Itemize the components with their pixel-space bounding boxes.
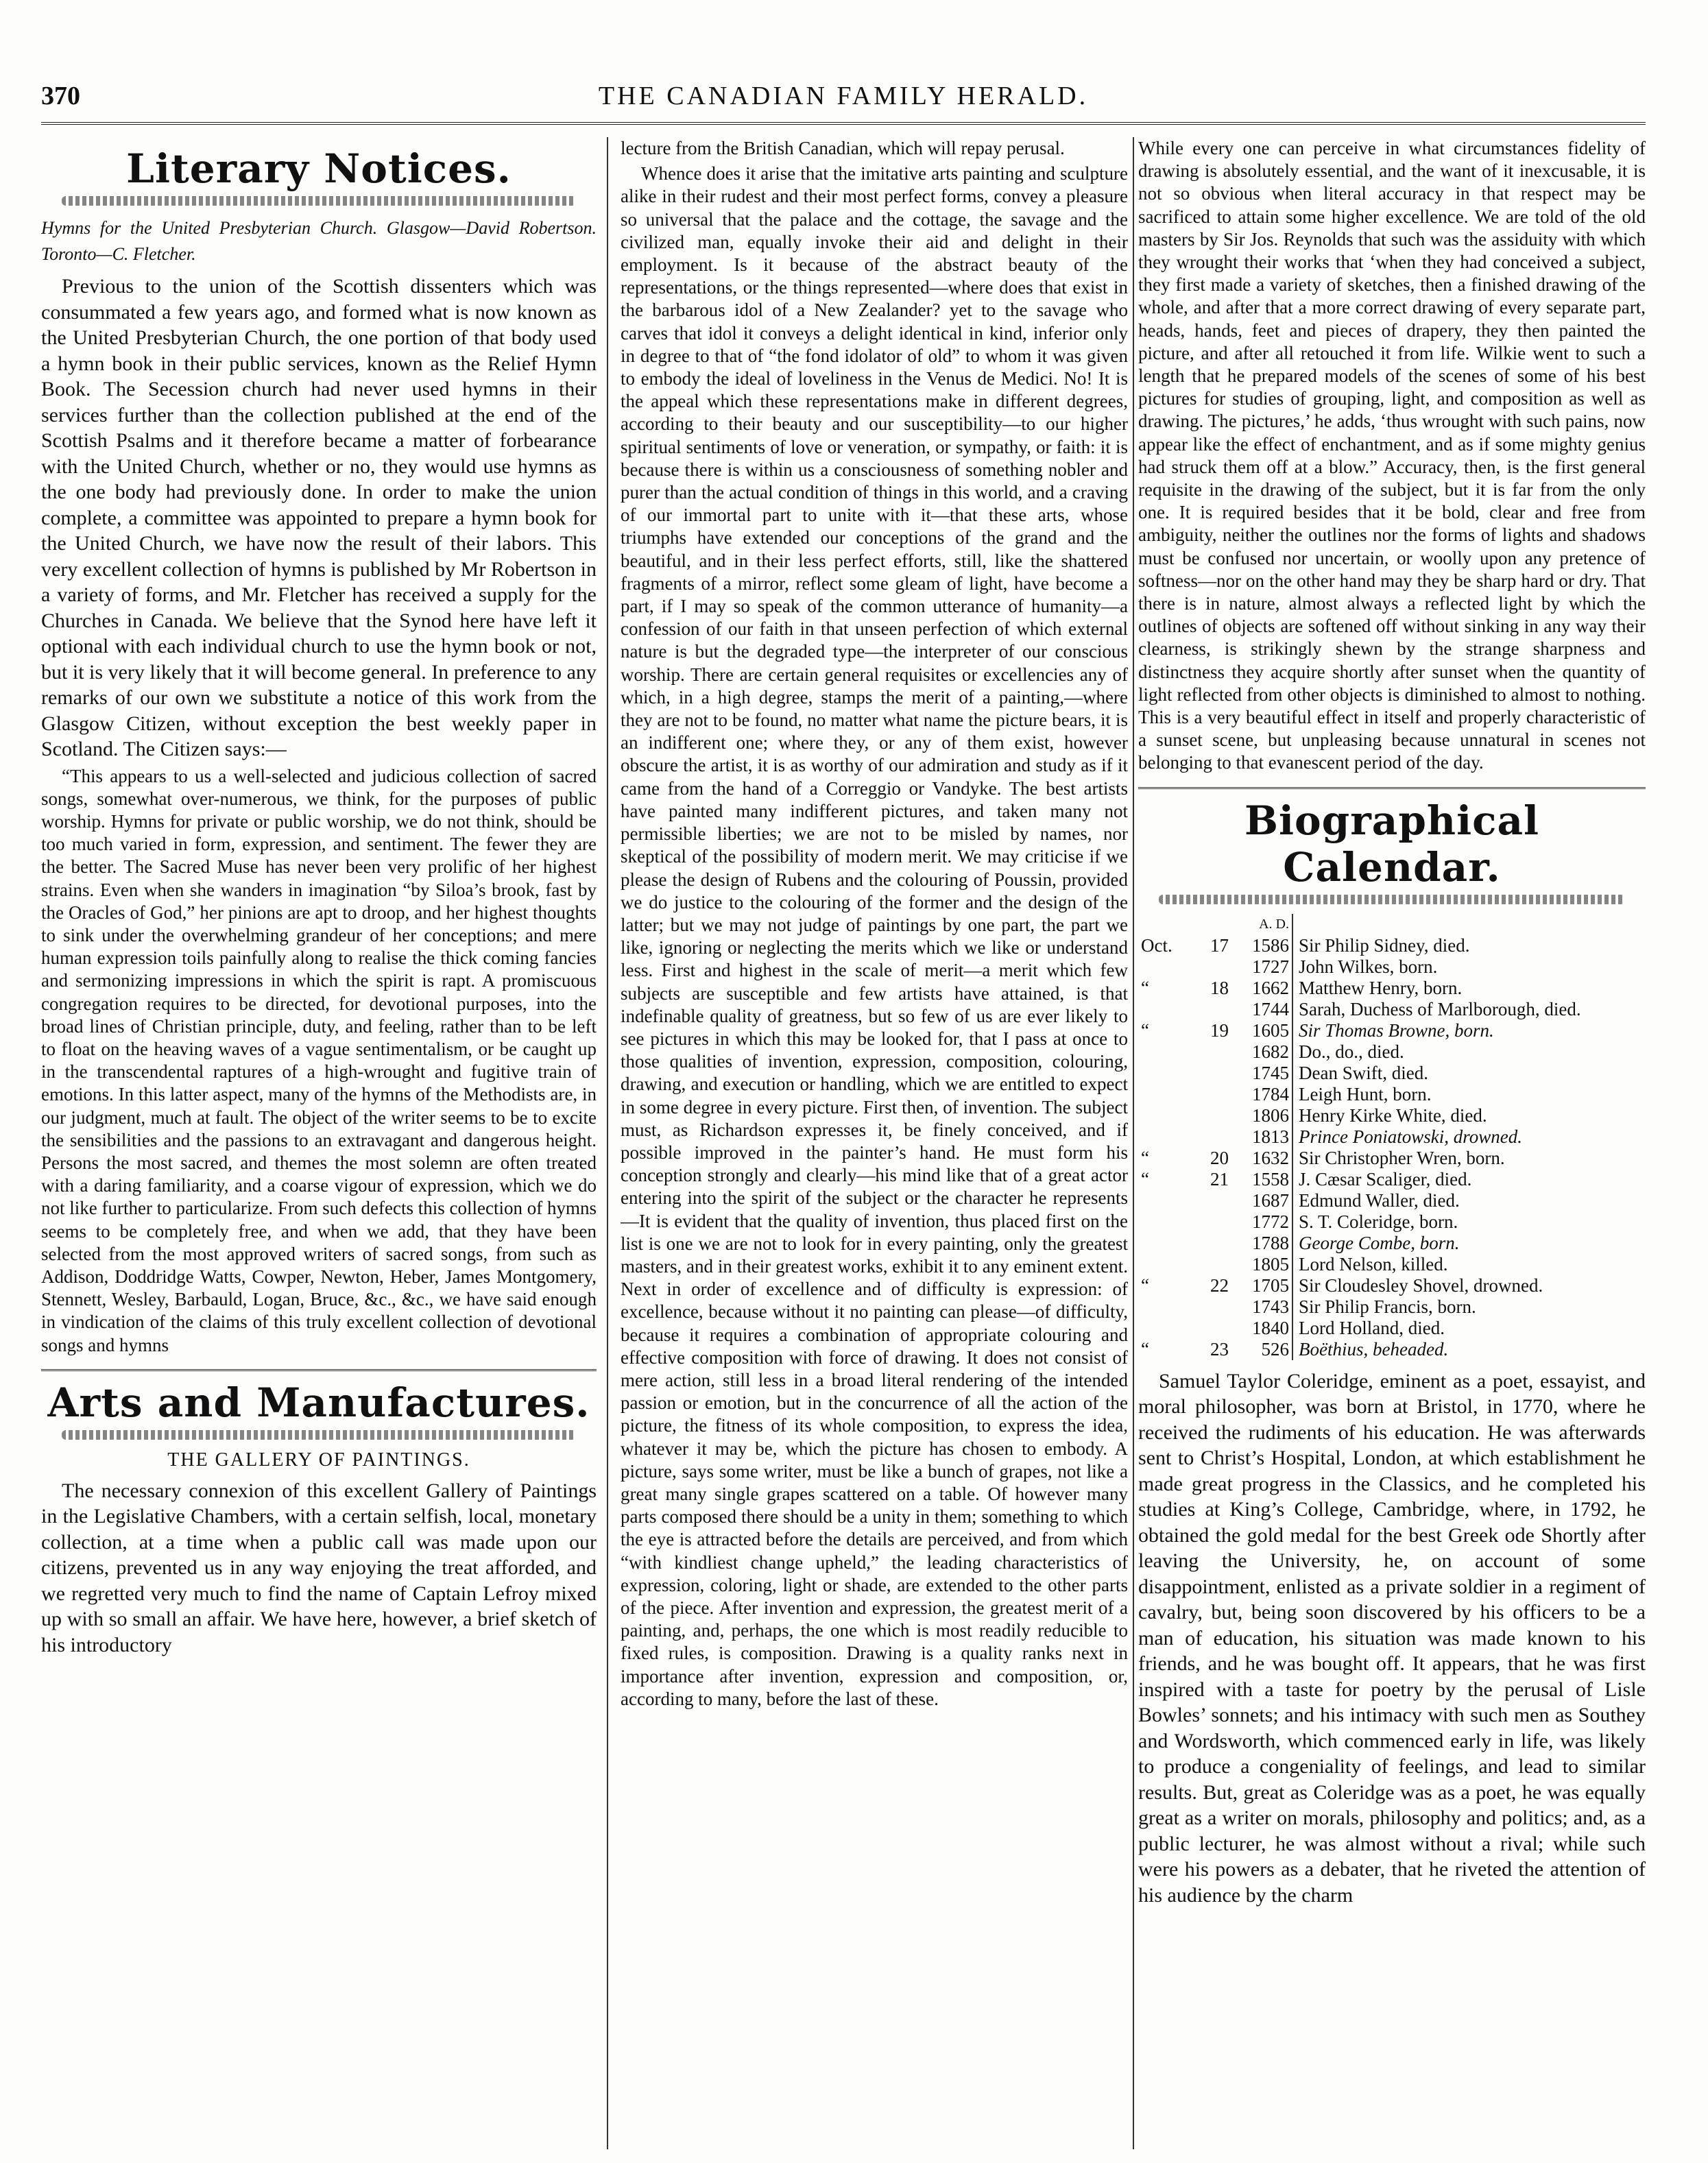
calendar-month bbox=[1138, 1254, 1192, 1275]
calendar-row bbox=[1138, 1126, 1646, 1148]
calendar-row bbox=[1138, 1169, 1646, 1190]
calendar-year: 1805 bbox=[1231, 1254, 1292, 1275]
citizen-quote: “This appears to us a well-selected and judicious collection of sacred songs, somewhat over-numerous, we think, for the purposes of public worship. Hymns for private or public worship, we do not think, should be too much varied in form, expression, and sentiment. The fewer they are the better. The Sacred Muse has never been very prolific of her highest strains. Even when she wanders in imagination “by Siloa’s brook, fast by the Oracles of God,” her pinions are apt to droop, and her highest thoughts to sink under the overwhelming grandeur of her conceptions; and mere human expression toils painfully along to realise the thick coming fancies and sermonizing impressions in which the spirit is rapt. A promiscuous congregation requires to be directed, for devotional purposes, into the broad lines of Christian principle, duty, and feeling, rather than to be left to float on the heaving waves of a vague sentimentalism, or be caught up in the transcendental raptures of a high-wrought and fugitive train of emotions. In this latter aspect, many of the hymns of the Methodists are, in our judgment, much at fault. The object of the writer seems to be to excite the sensibilities and the passions to an extravagant and dangerous height. Persons the most sacred, and themes the most solemn are often treated with a daring familiarity, and a coarse vigour of expression, which we do not like further to particularize. From such defects this collection of hymns seems to be completely free, and when we add, that they have been selected from the most approved writers of sacred songs, from such as Addison, Doddridge Watts, Cowper, Newton, Heber, James Montgomery, Stennett, Wesley, Barbauld, Logan, Bruce, &c., &c., we have said enough in vindication of the claims of this truly excellent collection of devotional songs and hymns bbox=[41, 765, 597, 1355]
calendar-event: J. Cæsar Scaliger, died. bbox=[1299, 1168, 1472, 1189]
calendar-year: 1806 bbox=[1231, 1105, 1292, 1126]
masthead-rule bbox=[41, 122, 1646, 125]
calendar-row bbox=[1138, 978, 1646, 999]
calendar-year: 1743 bbox=[1231, 1296, 1292, 1318]
calendar-year: 1586 bbox=[1231, 935, 1292, 956]
section-separator bbox=[1138, 787, 1646, 789]
calendar-row bbox=[1138, 1296, 1646, 1318]
calendar-day bbox=[1192, 1126, 1231, 1148]
coleridge-biography: Samuel Taylor Coleridge, eminent as a poet, essayist, and moral philosopher, was born at Bristol, in 1770, where he received the rudiments of his education. He was afterwards sent to Christ’s Hospital, London, at which establishment he made great progress in the Classics, and he completed his studies at King’s College, Cambridge, where, in 1792, he obtained the gold medal for the best Greek ode Shortly after leaving the University, he, on account of some disappointment, enlisted as a private soldier in a regiment of cavalry, but, being soon discovered by his officers to be a man of education, his situation was made known to his friends, and he was bought off. It appears, that he was first inspired with a taste for poetry by the perusal of Lisle Bowles’ sonnets; and his intimacy with such men as Southey and Wordsworth, which commenced early in life, was likely to produce a congeniality of feelings, and lead to similar results. But, great as Coleridge was as a poet, he was equally great as a writer on morals, philosophy and politics; and, as a public lecturer, he was almost without a rival; while such were his powers as a debater, that he riveted the attention of his audience by the charm bbox=[1138, 1369, 1646, 1907]
calendar-month bbox=[1138, 1041, 1192, 1063]
calendar-year: 1744 bbox=[1231, 999, 1292, 1020]
calendar-day bbox=[1192, 1318, 1231, 1339]
calendar-month bbox=[1138, 1211, 1192, 1233]
calendar-day bbox=[1192, 1105, 1231, 1126]
calendar-year: 1605 bbox=[1231, 1020, 1292, 1041]
calendar-day: 17 bbox=[1210, 934, 1229, 956]
ornament-rule bbox=[62, 196, 576, 206]
column-2 bbox=[621, 137, 1128, 2149]
masthead bbox=[41, 81, 1646, 115]
calendar-row bbox=[1138, 1254, 1646, 1275]
calendar-event: George Combe, born. bbox=[1299, 1232, 1460, 1253]
calendar-month: “ bbox=[1141, 1168, 1149, 1189]
calendar-day bbox=[1192, 1233, 1231, 1254]
calendar-year: 1687 bbox=[1231, 1190, 1292, 1211]
calendar-day: 19 bbox=[1210, 1019, 1229, 1041]
calendar-event: S. T. Coleridge, born. bbox=[1299, 1211, 1458, 1232]
calendar-month bbox=[1138, 1318, 1192, 1339]
calendar-day: 23 bbox=[1210, 1338, 1229, 1360]
calendar-event: Sir Cloudesley Shovel, drowned. bbox=[1299, 1274, 1543, 1296]
gallery-paragraph: The necessary connexion of this excellent Gallery of Paintings in the Legislative Chambers, with a certain selfish, local, monetary collection, at a time when a public call was made upon our citizens, prevented us in any way enjoying the treat afforded, and we regretted very much to find the name of Captain Lefroy mixed up with so small an affair. We have here, however, a brief sketch of his introductory bbox=[41, 1479, 597, 1656]
calendar-row bbox=[1138, 1063, 1646, 1084]
column-divider bbox=[1133, 137, 1134, 2149]
calendar-month: “ bbox=[1141, 1147, 1149, 1168]
calendar-month: “ bbox=[1141, 1338, 1149, 1360]
calendar-day bbox=[1192, 1211, 1231, 1233]
calendar-header-row bbox=[1138, 914, 1646, 935]
column-3 bbox=[1138, 137, 1646, 2149]
calendar-day: 20 bbox=[1210, 1147, 1229, 1168]
calendar-month bbox=[1138, 1084, 1192, 1105]
calendar-row bbox=[1138, 1020, 1646, 1041]
calendar-event: Henry Kirke White, died. bbox=[1299, 1104, 1487, 1126]
gallery-article-title: THE GALLERY OF PAINTINGS. bbox=[167, 1449, 470, 1471]
calendar-event: Lord Nelson, killed. bbox=[1299, 1253, 1448, 1274]
calendar-month: Oct. bbox=[1141, 934, 1172, 956]
calendar-year: 1784 bbox=[1231, 1084, 1292, 1105]
calendar-year: 1558 bbox=[1231, 1169, 1292, 1190]
calendar-day bbox=[1192, 1041, 1231, 1063]
calendar-row bbox=[1138, 1084, 1646, 1105]
calendar-year: 1813 bbox=[1231, 1126, 1292, 1148]
calendar-month bbox=[1138, 1126, 1192, 1148]
calendar-event: Leigh Hunt, born. bbox=[1299, 1083, 1432, 1104]
calendar-event: Dean Swift, died. bbox=[1299, 1062, 1428, 1083]
calendar-row bbox=[1138, 1211, 1646, 1233]
literary-notices-heading: Literary Notices. bbox=[126, 145, 512, 192]
calendar-month: “ bbox=[1141, 977, 1149, 998]
calendar-event: John Wilkes, born. bbox=[1299, 956, 1438, 977]
era-label: A. D. bbox=[1231, 914, 1292, 935]
calendar-month: “ bbox=[1141, 1274, 1149, 1296]
calendar-day: 18 bbox=[1210, 977, 1229, 998]
calendar-year: 1682 bbox=[1231, 1041, 1292, 1063]
calendar-month bbox=[1138, 1063, 1192, 1084]
calendar-row bbox=[1138, 1233, 1646, 1254]
calendar-table bbox=[1138, 914, 1646, 1360]
calendar-event: Matthew Henry, born. bbox=[1299, 977, 1463, 998]
calendar-row bbox=[1138, 1275, 1646, 1296]
calendar-day bbox=[1192, 1084, 1231, 1105]
calendar-event: Sarah, Duchess of Marlborough, died. bbox=[1299, 998, 1581, 1019]
calendar-event: Lord Holland, died. bbox=[1299, 1317, 1445, 1338]
calendar-row bbox=[1138, 1105, 1646, 1126]
hymn-book-byline: Hymns for the United Presbyterian Church. Glasgow—David Robertson. Toronto—C. Fletcher. bbox=[41, 218, 597, 264]
ornament-rule bbox=[1159, 895, 1625, 904]
calendar-day bbox=[1192, 1190, 1231, 1211]
calendar-year: 1727 bbox=[1231, 956, 1292, 978]
calendar-row bbox=[1138, 956, 1646, 978]
calendar-event: Prince Poniatowski, drowned. bbox=[1299, 1126, 1522, 1147]
calendar-event: Sir Philip Francis, born. bbox=[1299, 1296, 1476, 1317]
calendar-year: 526 bbox=[1231, 1339, 1292, 1360]
gallery-drawing-paragraph: While every one can perceive in what circumstances fidelity of drawing is absolutely essential, and the want of it inexcusable, it is not so obvious when literal accuracy in that respect may be sacrificed to attain some higher excellence. We are told of the old masters by Sir Jos. Reynolds that such was the assiduity with which they wrought their works that ‘when they had conceived a subject, they first made a variety of sketches, then a finished drawing of the whole, and after that a more correct drawing of every separate part, heads, hands, feet and pieces of drapery, they then painted the picture, and after all retouched it from life. Wilkie went to such a length that he prepared models of the scenes of some of his best pictures for studies of grouping, light, and composition as well as drawing. The pictures,’ he adds, ‘thus wrought with such pains, now appear like the effect of enchantment, and as if some mighty genius had struck them off at a blow.” Accuracy, then, is the first general requisite in the drawing of the subject, but it is far from the only one. It is required besides that it be bold, clear and free from ambiguity, neither the outlines nor the forms of lights and shadows must be confused nor uncertain, or woolly upon any pretence of softness—nor on the other hand may they be sharp hard or dry. That there is in nature, almost always a reflected light by which the outlines of objects are softened off without sinking in any way their clearness, is strikingly shewn by the strange sharpness and distinctness they acquire shortly after sunset when the quantity of light reflected from other objects is diminished to almost to nothing. This is a very beautiful effect in itself and properly characteristic of a sunset scene, but unpleasing because unnatural in scenes not belonging to that evanescent period of the day. bbox=[1138, 138, 1646, 773]
column-divider bbox=[607, 137, 608, 2149]
gallery-paragraph-cont: lecture from the British Canadian, which will repay perusal. bbox=[621, 138, 1065, 158]
calendar-month bbox=[1138, 1190, 1192, 1211]
calendar-month bbox=[1138, 1233, 1192, 1254]
calendar-row bbox=[1138, 1190, 1646, 1211]
ornament-rule bbox=[62, 1430, 576, 1440]
calendar-event: Sir Philip Sidney, died. bbox=[1299, 934, 1470, 956]
calendar-month: “ bbox=[1141, 1019, 1149, 1041]
calendar-year: 1788 bbox=[1231, 1233, 1292, 1254]
biographical-calendar-heading: Biographical Calendar. bbox=[1244, 797, 1540, 891]
calendar-month bbox=[1138, 956, 1192, 978]
calendar-day bbox=[1192, 1296, 1231, 1318]
calendar-day bbox=[1192, 1254, 1231, 1275]
calendar-day: 22 bbox=[1210, 1274, 1229, 1296]
calendar-year: 1772 bbox=[1231, 1211, 1292, 1233]
calendar-event: Boëthius, beheaded. bbox=[1299, 1338, 1449, 1360]
page-number: 370 bbox=[41, 82, 80, 110]
calendar-day bbox=[1192, 1063, 1231, 1084]
gallery-lecture-body: Whence does it arise that the imitative arts painting and sculpture alike in their rudest and their most perfect forms, convey a pleasure so universal that the palace and the cottage, the savage and the civilized man, equally invoke their aid and delight in their employment. Is it because of the abstract beauty of the representations, or the things represented—where does that exist in the barbarous idol of a New Zealander? yet to the savage who carves that idol it conveys a delight identical in kind, inferior only in degree to that of “the fond idolator of old” to whom it was given to embody the ideal of loveliness in the Venus de Medici. No! It is the appeal which these representations make in different degrees, according to their beauty and our susceptibility—to our higher spiritual sentiments of love or veneration, or sympathy, or faith: it is because there is within us a consciousness of something nobler and purer than the actual condition of things in this world, and a craving of our immortal part to unite with it—that these arts, whose triumphs have extended our conceptions of the grand and the beautiful, and in their less perfect efforts, still, like the shattered fragments of a mirror, reflect some gleam of light, have become a part, if I may so speak of the common utterance of humanity—a confession of our faith in that unseen perfection of which external nature is but the degraded type—the interpreter of our conscious worship. There are certain general requisites or excellencies any of which, in a high degree, stamps the merit of a painting,—where they are not to be found, no matter what name the picture bears, it is an indifferent one; where they, or any of them exist, however obscure the artist, it is as worthy of our admiration and study as if it came from the hand of a Correggio or Vandyke. The best artists have painted many indifferent pictures, and taken many not permissible liberties; we are not to be misled by names, nor skeptical of the possibility of modern merit. We may criticise if we please the design of Rubens and the colouring of Poussin, provided we do justice to the colouring of the former and the design of the latter; but we may not judge of paintings by one part, the part we like, ignoring or neglecting the merits which we like or understand less. First and highest in the scale of merit—a merit which few subjects are susceptible and few artists have attained, is that indefinable quality of greatness, but so few of us are ever likely to see pictures in which this may be looked for, that I pass at once to those qualities of invention, expression, composition, colouring, drawing, and execution or handling, which we are entitled to expect in some degree in every picture. First then, of invention. The subject must, as Richardson expresses it, be finely conceived, and if possible improved in the painter’s hand. He must form his conception strongly and clearly—his mind like that of a great actor entering into the spirit of the subject or the character he represents—It is evident that the quality of invention, thus placed first on the list is one we are not to look for in every painting, only the greatest masters, and in their greatest works, exhibit it to any eminent extent. Next in order of excellence and of difficulty is expression: of excellence, because without it no painting can please—of difficulty, because it requires a combination of appropriate colouring and effective composition with force of drawing. It does not consist of mere action, still less in a broad literal rendering of the intended passion or emotion, but in the concurrence of all the action of the picture, the fitness of its whole composition, to express the idea, whatever it may be, which the picture has chosen to embody. A picture, says some writer, must be like a bunch of grapes, not like a great many single grapes scattered on a table. Of however many parts composed there should be a unity in them; something to which the eye is attracted before the details are perceived, and from which “with kindliest change upheld,” the leading characteristics of expression, coloring, light or shade, are extended to the other parts of the piece. After invention and expression, the greatest merit of a painting, and, perhaps, the one which is most readily reducible to fixed rules, is composition. Drawing is a quality ranks next in importance after invention, expression and composition, or, according to many, before the last of these. bbox=[621, 163, 1128, 1709]
calendar-row bbox=[1138, 999, 1646, 1020]
calendar-day: 21 bbox=[1210, 1168, 1229, 1189]
calendar-event: Sir Christopher Wren, born. bbox=[1299, 1147, 1505, 1168]
newspaper-title: THE CANADIAN FAMILY HERALD. bbox=[598, 82, 1089, 110]
column-1 bbox=[41, 137, 597, 2149]
calendar-row bbox=[1138, 1148, 1646, 1169]
literary-paragraph: Previous to the union of the Scottish dissenters which was consummated a few years ago, and formed what is now known as the United Presbyterian Church, the one portion of that body used a hymn book in their public services, known as the Relief Hymn Book. The Secession church had never used hymns in their services further than the collection published at the end of the Scottish Psalms and it therefore became a matter of forbearance with the United Church, whether or no, they would use hymns as the one body had previously done. In order to make the union complete, a committee was appointed to prepare a hymn book for the United Church, we have now the result of their labors. This very excellent collection of hymns is published by Mr Robertson in a variety of forms, and Mr. Fletcher has received a supply for the Churches in Canada. We believe that the Synod here have left it optional with each individual church to use the hymn book or not, but it is very likely that it will become general. In preference to any remarks of our own we substitute a notice of this work from the Glasgow Citizen, without exception the best weekly paper in Scotland. The Citizen says:— bbox=[41, 275, 597, 760]
calendar-event: Edmund Waller, died. bbox=[1299, 1189, 1460, 1211]
calendar-year: 1705 bbox=[1231, 1275, 1292, 1296]
calendar-month bbox=[1138, 1105, 1192, 1126]
calendar-day bbox=[1192, 999, 1231, 1020]
calendar-year: 1632 bbox=[1231, 1148, 1292, 1169]
section-separator bbox=[41, 1369, 597, 1371]
calendar-year: 1662 bbox=[1231, 978, 1292, 999]
calendar-month bbox=[1138, 1296, 1192, 1318]
calendar-row bbox=[1138, 1318, 1646, 1339]
calendar-year: 1840 bbox=[1231, 1318, 1292, 1339]
calendar-event: Sir Thomas Browne, born. bbox=[1299, 1019, 1494, 1041]
calendar-row bbox=[1138, 1041, 1646, 1063]
calendar-row bbox=[1138, 1339, 1646, 1360]
calendar-year: 1745 bbox=[1231, 1063, 1292, 1084]
calendar-day bbox=[1192, 956, 1231, 978]
calendar-event: Do., do., died. bbox=[1299, 1041, 1404, 1062]
arts-heading: Arts and Manufactures. bbox=[47, 1379, 590, 1426]
calendar-row bbox=[1138, 935, 1646, 956]
calendar-month bbox=[1138, 999, 1192, 1020]
